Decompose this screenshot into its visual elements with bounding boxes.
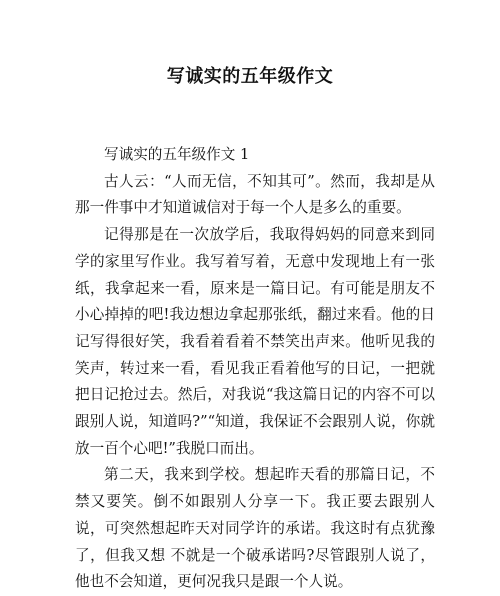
article-subheading: 写诚实的五年级作文 1 (104, 146, 250, 163)
article-body (75, 142, 435, 596)
paragraph-1: 古人云：“人而无信，不知其可”。然而，我却是从那一件事中才知道诚信对于每一个人是多么的重要。 (75, 172, 435, 217)
paragraph-2: 记得那是在一次放学后，我取得妈妈的同意来到同学的家里写作业。我写着写着，无意中发现地上有一张纸，我拿起来一看，原来是一篇日记。有可能是朋友不小心掉掉的吧!我边想边拿起那张纸，翻过来看。他的日记写得很好笑，我看着看着不禁笑出声来。他听见我的笑声，转过来一看，看见我正看着他写的日记，一把就把日记抢过去。然后，对我说“我这篇日记的内容不可以跟别人说，知道吗?”“知道，我保证不会跟别人说，你就放一百个心吧!”我脱口而出。 (75, 226, 435, 457)
document-title: 写诚实的五年级作文 (166, 66, 334, 87)
paragraph-3: 第二天，我来到学校。想起昨天看的那篇日记，不禁又要笑。倒不如跟别人分享一下。我正要去跟别人说，可突然想起昨天对同学许的承诺。我这时有点犹豫了，但我又想 不就是一个破承诺吗?尽管跟别人说了，他也不会知道，更何况我只是跟一个人说。 (75, 466, 435, 591)
